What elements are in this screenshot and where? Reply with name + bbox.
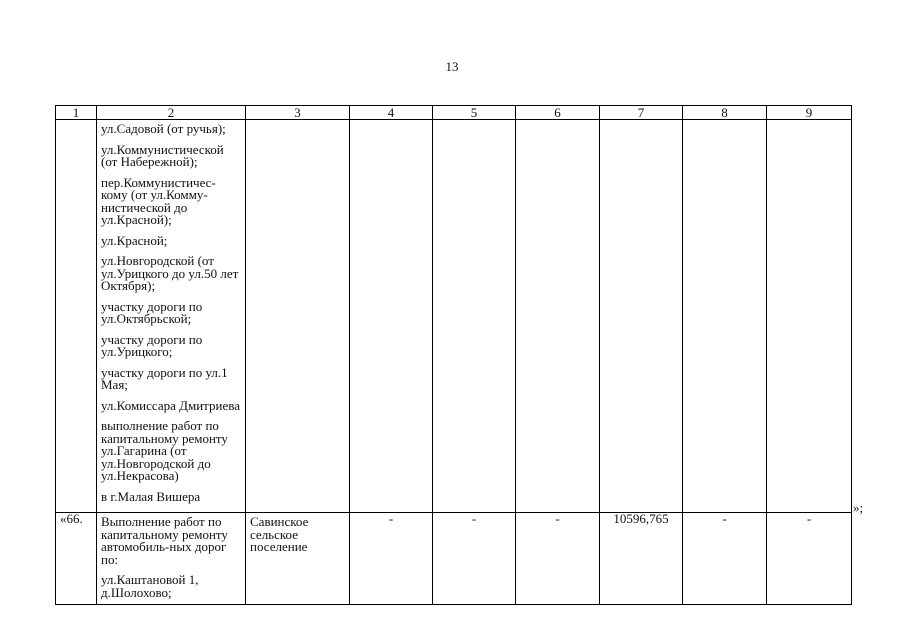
column-header: 9 [767,106,852,120]
list-item: пер.Коммунистичес-кому (от ул.Комму-нистической до ул.Красной); [101,174,216,227]
list-item: ул.Коммунистической (от Набережной); [101,141,224,169]
value-cell-5: - [433,513,516,605]
closing-quote-mark: »; [853,500,864,515]
funding-table [55,105,852,605]
list-item: участку дороги по ул.1 Мая; [101,364,228,392]
value-cell-8: - [683,513,767,605]
table-cell [350,120,433,513]
table-cell [246,120,350,513]
list-item: ул.Новгородской (от ул.Урицкого до ул.50 лет Октября); [101,253,239,293]
page-number: 13 [445,59,459,74]
value-cell-4: - [350,513,433,605]
list-item: ул.Комиссара Дмитриева [101,397,240,413]
list-item: ул.Каштановой 1, д.Шолохово; [101,572,199,600]
table-row-66 [56,513,852,605]
column-header: 5 [433,106,516,120]
value-cell-6: - [516,513,600,605]
table-cell-objects [97,120,246,513]
column-header: 8 [683,106,767,120]
table-cell [433,120,516,513]
table-cell-objects [97,513,246,605]
table-cell [56,120,97,513]
list-item: в г.Малая Вишера [101,488,201,504]
table-row-continuation [56,120,852,513]
list-item: Выполнение работ по капитальному ремонту автомобиль-ных дорог по: [101,514,228,567]
value-cell-7: 10596,765 [600,513,683,605]
column-header: 2 [97,106,246,120]
recipient-text: Савинское сельское поселение [250,514,309,554]
header-row [56,106,852,120]
column-header: 7 [600,106,683,120]
column-header: 4 [350,106,433,120]
table-cell [600,120,683,513]
value-cell-9: - [767,513,852,605]
list-item: ул.Садовой (от ручья); [101,121,226,136]
list-item: участку дороги по ул.Октябрьской; [101,298,203,326]
list-item: выполнение работ по капитальному ремонту ул.Гагарина (от ул.Новгородской до ул.Некрасова) [101,418,228,483]
table-cell [767,120,852,513]
table-cell [683,120,767,513]
list-item: ул.Красной; [101,232,168,248]
table-cell [516,120,600,513]
column-header: 3 [246,106,350,120]
list-item: участку дороги по ул.Урицкого; [101,331,203,359]
column-header: 1 [56,106,97,120]
recipient-cell [246,513,350,605]
column-header: 6 [516,106,600,120]
row-number: «66. [56,513,97,605]
